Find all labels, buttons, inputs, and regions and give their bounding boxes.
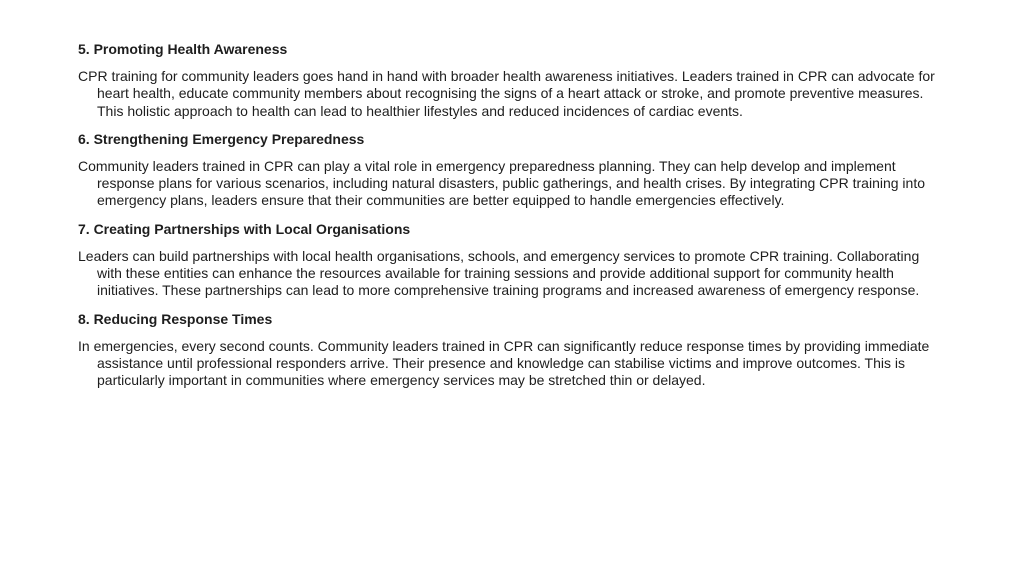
section-promoting-health-awareness [78,40,948,120]
section-heading: 5. Promoting Health Awareness [78,41,288,57]
section-body: In emergencies, every second counts. Community leaders trained in CPR can significantly reduce response times by providing immediate assistance until professional responders arrive. Their presence and knowledge can stabilise victims and improve outcomes. This is particularly important in communities where emergency services may be stretched thin or delayed. [78,337,930,389]
slide-content [78,40,948,400]
section-heading: 6. Strengthening Emergency Preparedness [78,130,365,147]
section-body: Leaders can build partnerships with local health organisations, schools, and emergency services to promote CPR training. Collaborating with these entities can enhance the resources available for training sessions and provide additional support for community health initiatives. These partnerships can lead to more comprehensive training programs and increased awareness of emergency response. [78,247,920,299]
section-strengthening-emergency-preparedness [78,130,948,210]
section-heading: 8. Reducing Response Times [78,310,273,327]
section-body: Community leaders trained in CPR can play a vital role in emergency preparedness planning. They can help develop and implement response plans for various scenarios, including natural disasters, public gatherings, and health crises. By integrating CPR training into emergency plans, leaders ensure that their communities are better equipped to handle emergencies effectively. [78,157,926,209]
section-heading: 7. Creating Partnerships with Local Organisations [78,220,411,237]
section-reducing-response-times [78,310,948,390]
section-creating-partnerships [78,220,948,300]
section-body: CPR training for community leaders goes hand in hand with broader health awareness initiatives. Leaders trained in CPR can advocate for heart health, educate community members about recognising the signs of a heart attack or stroke, and promote preventive measures. This holistic approach to health can lead to healthier lifestyles and reduced incidences of cardiac events. [78,68,935,119]
